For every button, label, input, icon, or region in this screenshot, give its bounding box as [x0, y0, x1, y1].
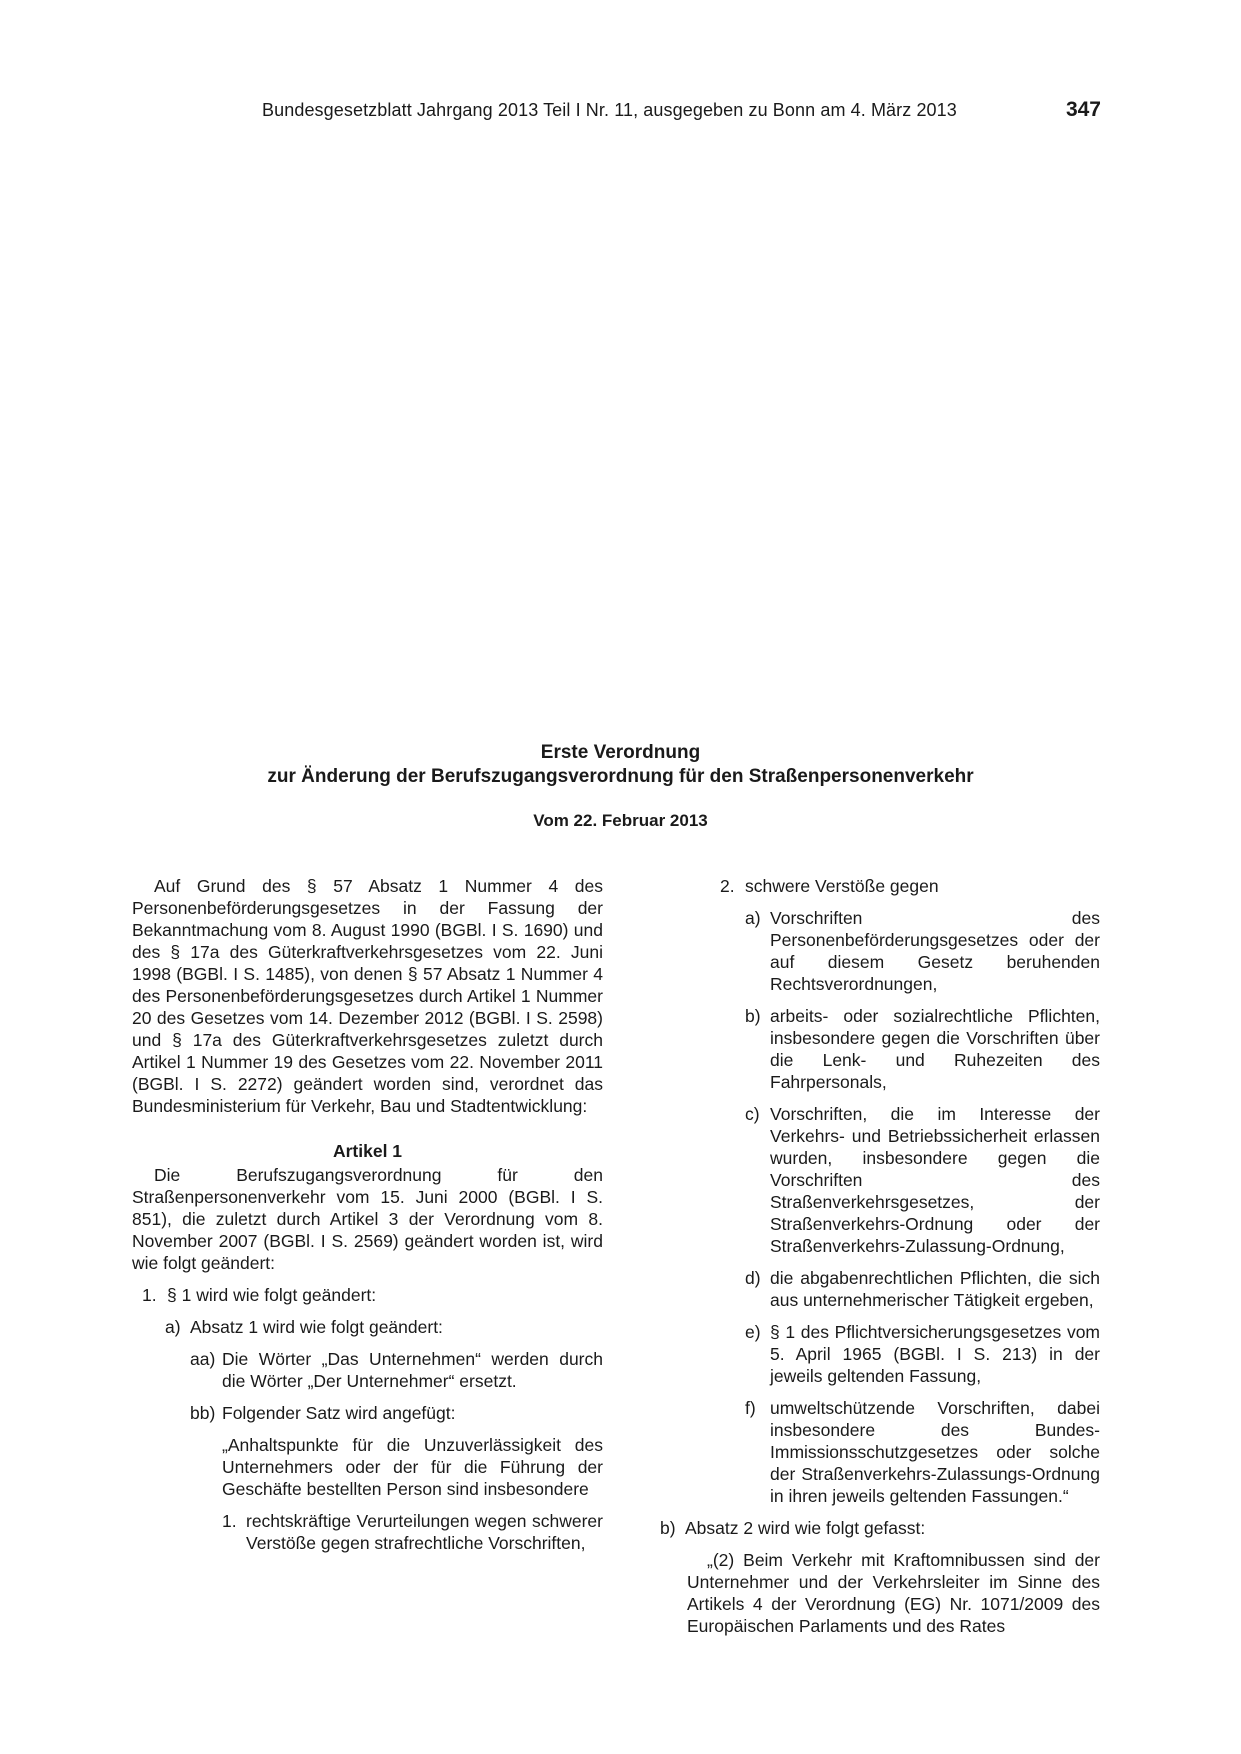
artikel-heading: Artikel 1: [332, 1141, 403, 1161]
document-title: [0, 741, 1241, 789]
list-text: Absatz 1 wird wie folgt geändert:: [190, 1317, 443, 1337]
document-date: Vom 22. Februar 2013: [533, 811, 708, 830]
running-header: Bundesgesetzblatt Jahrgang 2013 Teil I Nr. 11, ausgegeben zu Bonn am 4. März 2013: [262, 100, 957, 120]
list-marker: c): [745, 1104, 760, 1124]
artikel-intro: Die Berufszugangsverordnung für den Straßenpersonenverkehr vom 15. Juni 2000 (BGBl. I S. 851), die zuletzt durch Artikel 3 der Verordnung vom 8. November 2007 (BGBl. I S. 2569) geändert worden ist, wird wie folgt geändert:: [132, 1165, 603, 1273]
preamble: Auf Grund des § 57 Absatz 1 Nummer 4 des Personenbeförderungsgesetzes in der Fassung der Bekanntmachung vom 8. August 1990 (BGBl. I S. 1690) und des § 17a des Güterkraftverkehrsgesetzes vom 22. Juni 1998 (BGBl. I S. 1485), von denen § 57 Absatz 1 Nummer 4 des Personenbeförderungsgesetzes durch Artikel 1 Nummer 20 des Gesetzes vom 14. Dezember 2012 (BGBl. I S. 2598) und § 17a des Güterkraftverkehrsgesetzes zuletzt durch Artikel 1 Nummer 19 des Gesetzes vom 22. November 2011 (BGBl. I S. 2272) geändert worden sind, verordnet das Bundesministerium für Verkehr, Bau und Stadtentwicklung:: [132, 876, 603, 1116]
list-item: [662, 875, 1100, 897]
list-text: umweltschützende Vorschriften, dabei insbesondere des Bundes-Immissionsschutzgesetzes oder solche der Straßenverkehrs-Zulassungs-Ordnung in ihren jeweils geltenden Fassungen.“: [770, 1398, 1100, 1506]
list-text: § 1 wird wie folgt geändert:: [167, 1285, 377, 1305]
right-column: [662, 875, 1100, 1637]
list-text: rechtskräftige Verurteilungen wegen schwerer Verstöße gegen strafrechtliche Vorschriften,: [246, 1511, 603, 1553]
list-item: [660, 1517, 1100, 1539]
quoted-paragraph: „(2) Beim Verkehr mit Kraftomnibussen sind der Unternehmer und der Verkehrsleiter im Sinne des Artikels 4 der Verordnung (EG) Nr. 1071/2009 des Europäischen Parlaments und des Rates: [687, 1550, 1100, 1636]
list-text: Absatz 2 wird wie folgt gefasst:: [685, 1518, 926, 1538]
list-marker: aa): [190, 1349, 216, 1369]
list-text: Vorschriften, die im Interesse der Verkehrs- und Betriebssicherheit erlassen wurden, insbesondere gegen die Vorschriften des Straßenverkehrsgesetzes, der Straßenverkehrs-Ordnung oder der Straßenverkehrs-Zulassung-Ordnung,: [770, 1104, 1100, 1256]
list-text: Vorschriften des Personenbeförderungsgesetzes oder der auf diesem Gesetz beruhenden Rechtsverordnungen,: [770, 908, 1100, 994]
list-item: [132, 1402, 603, 1424]
left-column: [132, 875, 603, 1554]
title-line-1: Erste Verordnung: [540, 742, 701, 763]
list-marker: a): [165, 1317, 181, 1337]
list-marker: f): [745, 1398, 756, 1418]
list-item: [132, 1284, 603, 1306]
list-text: die abgabenrechtlichen Pflichten, die sich aus unternehmerischer Tätigkeit ergeben,: [770, 1268, 1100, 1310]
list-marker: bb): [190, 1403, 216, 1423]
list-item: [662, 1267, 1100, 1311]
list-text: Folgender Satz wird angefügt:: [222, 1403, 456, 1423]
list-marker: b): [660, 1518, 676, 1538]
list-marker: d): [745, 1268, 761, 1288]
list-item: [662, 907, 1100, 995]
list-item: [132, 1348, 603, 1392]
list-text: § 1 des Pflichtversicherungsgesetzes vom 5. April 1965 (BGBl. I S. 213) in der jeweils geltenden Fassung,: [770, 1322, 1100, 1386]
quoted-sentence: „Anhaltspunkte für die Unzuverlässigkeit des Unternehmers oder der für die Führung der Geschäfte bestellten Person sind insbesondere: [222, 1435, 603, 1499]
page-number: 347: [1065, 98, 1101, 121]
list-item: [662, 1005, 1100, 1093]
list-item: [132, 1316, 603, 1338]
list-item: [662, 1321, 1100, 1387]
list-marker: 2.: [720, 876, 735, 896]
title-line-2: zur Änderung der Berufszugangsverordnung für den Straßenpersonenverkehr: [267, 766, 974, 787]
list-marker: e): [745, 1322, 761, 1342]
list-item: [662, 1103, 1100, 1257]
list-text: schwere Verstöße gegen: [745, 876, 939, 896]
list-item: [662, 1397, 1100, 1507]
list-marker: 1.: [142, 1285, 157, 1305]
list-marker: a): [745, 908, 761, 928]
list-item: [132, 1510, 603, 1554]
list-text: Die Wörter „Das Unternehmen“ werden durch die Wörter „Der Unternehmer“ ersetzt.: [222, 1349, 603, 1391]
list-text: arbeits- oder sozialrechtliche Pflichten, insbesondere gegen die Vorschriften über die Lenk- und Ruhezeiten des Fahrpersonals,: [770, 1006, 1100, 1092]
list-marker: 1.: [222, 1511, 237, 1531]
list-marker: b): [745, 1006, 761, 1026]
